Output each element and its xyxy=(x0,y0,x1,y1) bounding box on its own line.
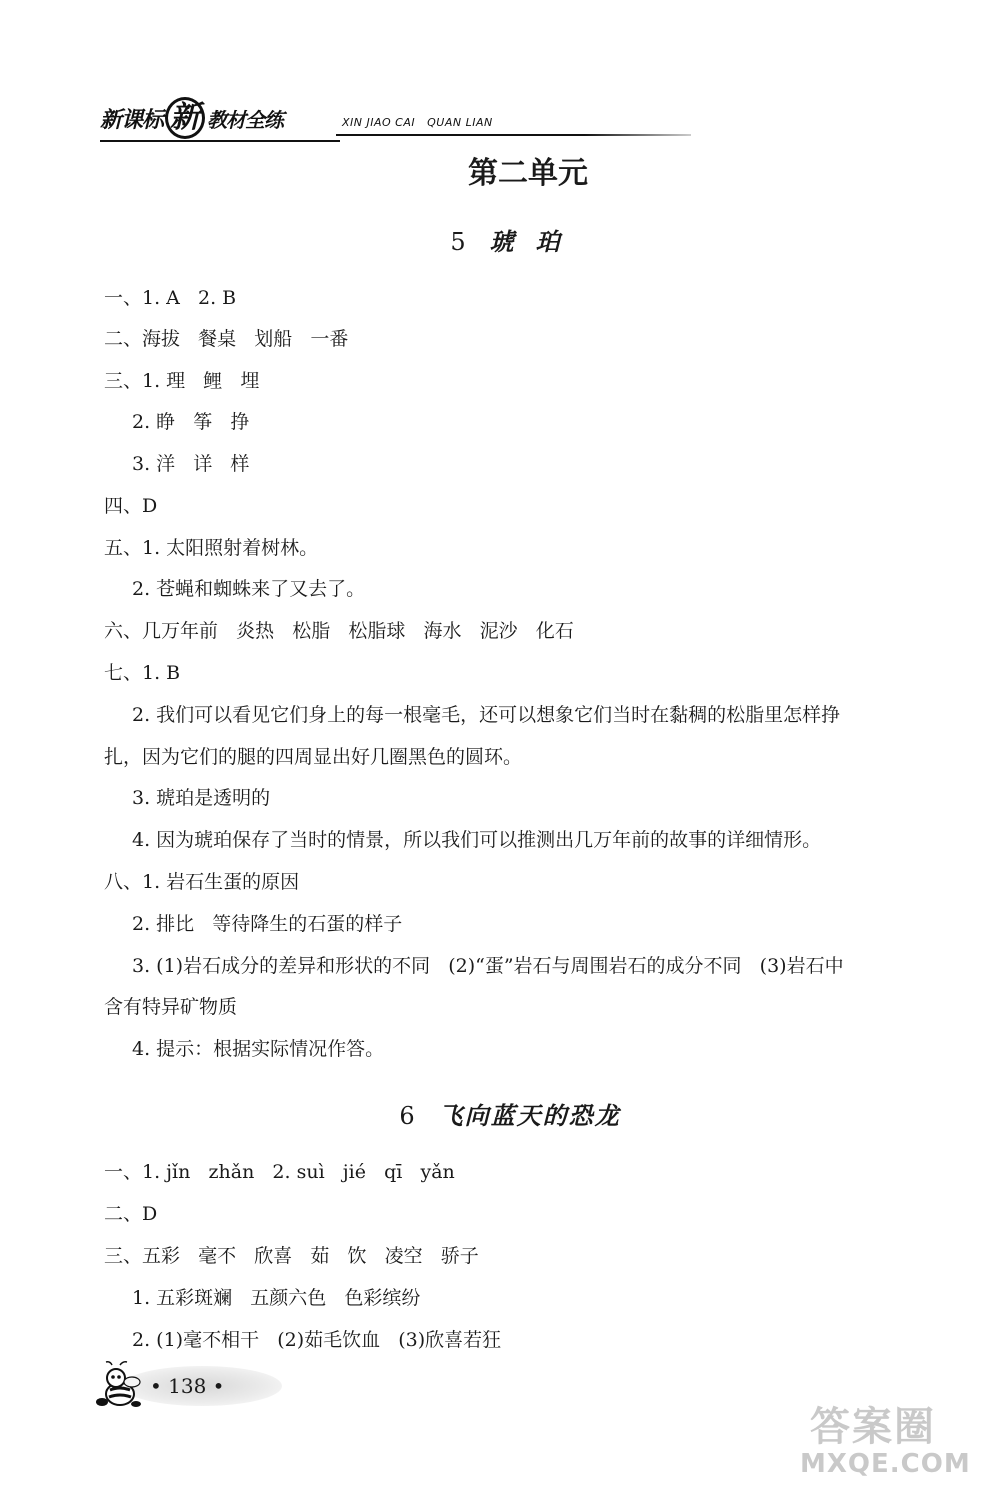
answer-line: 二、海拔 餐桌 划船 一番 xyxy=(104,328,349,350)
answer-line: 六、几万年前 炎热 松脂 松脂球 海水 泥沙 化石 xyxy=(104,620,574,642)
section-number: 5 xyxy=(450,228,466,256)
logo-text-c: 教材全练 xyxy=(207,107,284,132)
answer-line: 4. 因为琥珀保存了当时的情景，所以我们可以推测出几万年前的故事的详细情形。 xyxy=(132,829,822,851)
answer-line: 2. 睁 筝 挣 xyxy=(132,411,250,433)
answer-line: 3. 琥珀是透明的 xyxy=(132,787,271,809)
answer-line: 八、1. 岩石生蛋的原因 xyxy=(104,871,300,893)
answer-line: 二、D xyxy=(104,1203,158,1225)
header-rule xyxy=(336,134,691,136)
answer-line: 一、1. A 2. B xyxy=(104,287,237,309)
answer-line: 三、五彩 毫不 欣喜 茹 饮 凌空 骄子 xyxy=(104,1245,479,1267)
answer-line: 4. 提示：根据实际情况作答。 xyxy=(132,1038,385,1060)
answer-line: 三、1. 理 鲤 埋 xyxy=(104,370,260,392)
unit-title: 第二单元 xyxy=(468,156,588,191)
logo-text-a: 新课标 xyxy=(100,107,164,133)
section-name: 飞向蓝天的恐龙 xyxy=(438,1102,621,1130)
section-title-1 xyxy=(0,222,1000,257)
answer-line: 五、1. 太阳照射着树林。 xyxy=(104,537,319,559)
answer-line: 2. 苍蝇和蜘蛛来了又去了。 xyxy=(132,578,366,600)
book-logo xyxy=(100,96,283,140)
answer-line: 七、1. B xyxy=(104,662,181,684)
section-title-2 xyxy=(0,1096,1000,1131)
answer-line: 四、D xyxy=(104,495,158,517)
book-header xyxy=(100,96,600,146)
page-number: • 138 • xyxy=(150,1374,225,1398)
section-name: 琥珀 xyxy=(489,228,582,256)
section-number: 6 xyxy=(399,1102,415,1130)
answer-line: 2. 排比 等待降生的石蛋的样子 xyxy=(132,913,403,935)
header-underline xyxy=(100,140,340,142)
site-watermark xyxy=(760,1395,990,1485)
answer-line: 2. (1)毫不相干 (2)茹毛饮血 (3)欣喜若狂 xyxy=(132,1329,502,1351)
answer-line: 一、1. jǐn zhǎn 2. suì jié qī yǎn xyxy=(104,1161,455,1183)
watermark-url: MXQE.COM xyxy=(800,1449,971,1479)
bee-mascot-icon xyxy=(92,1360,148,1412)
page-footer xyxy=(92,1360,282,1412)
answer-line: 1. 五彩斑斓 五颜六色 色彩缤纷 xyxy=(132,1287,421,1309)
answer-line: 3. (1)岩石成分的差异和形状的不同 (2)“蛋”岩石与周围岩石的成分不同 (3)岩石中 xyxy=(132,955,844,977)
answer-line: 2. 我们可以看见它们身上的每一根毫毛，还可以想象它们当时在黏稠的松脂里怎样挣 xyxy=(132,704,841,726)
watermark-text: 答案圈 xyxy=(810,1404,936,1450)
answer-line: 3. 洋 详 样 xyxy=(132,453,250,475)
answer-line: 含有特异矿物质 xyxy=(104,996,238,1018)
header-pinyin: XIN JIAO CAI QUAN LIAN xyxy=(342,116,493,129)
answer-line: 扎，因为它们的腿的四周显出好几圈黑色的圆环。 xyxy=(104,746,523,768)
logo-text-b: 新 xyxy=(165,97,205,139)
